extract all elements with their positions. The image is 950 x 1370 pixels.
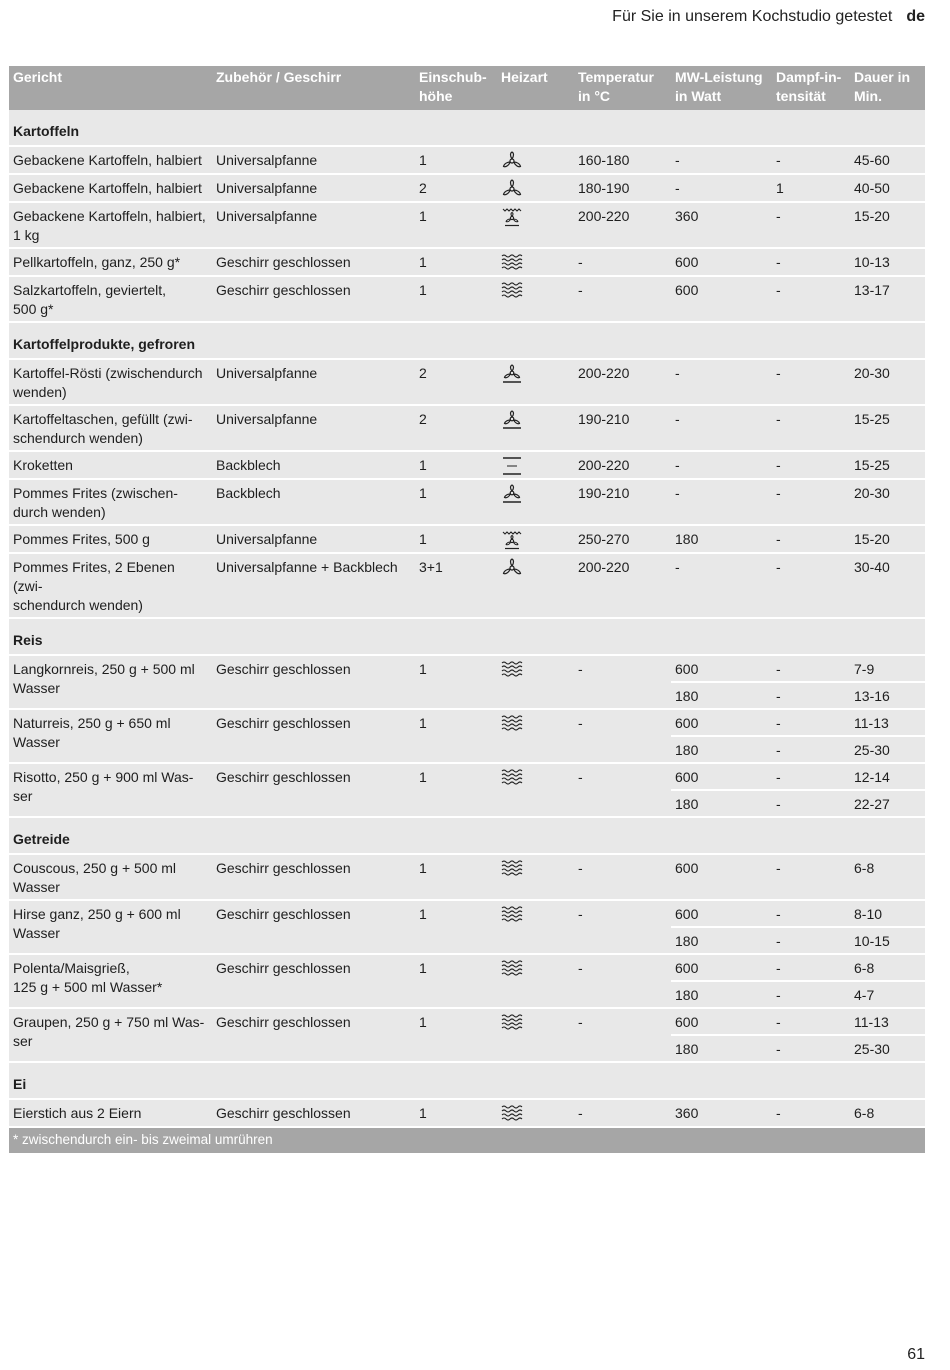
heating-cell — [497, 954, 574, 1008]
dish-cell: Gebackene Kartoffeln, halbiert, 1 kg — [9, 202, 212, 248]
mw-power-cell: - — [671, 479, 772, 525]
dish-cell: Risotto, 250 g + 900 ml Was- ser — [9, 763, 212, 817]
accessory-cell: Geschirr geschlossen — [212, 954, 415, 1008]
temperature-cell: 200-220 — [574, 451, 671, 479]
steam-cell: - — [772, 202, 850, 248]
accessory-cell: Geschirr geschlossen — [212, 1099, 415, 1127]
accessory-cell: Geschirr geschlossen — [212, 900, 415, 954]
table-row — [9, 709, 925, 736]
table-row — [9, 405, 925, 451]
heating-cell — [497, 276, 574, 322]
hot-air-icon — [501, 179, 570, 199]
table-row — [9, 954, 925, 981]
accessory-cell: Geschirr geschlossen — [212, 655, 415, 709]
level-cell: 1 — [415, 1099, 497, 1127]
duration-cell: 11-13 — [850, 1008, 925, 1035]
heating-cell — [497, 553, 574, 618]
dish-cell: Hirse ganz, 250 g + 600 ml Wasser — [9, 900, 212, 954]
dish-cell: Kartoffeltaschen, gefüllt (zwi- schendurch wenden) — [9, 405, 212, 451]
level-cell: 2 — [415, 405, 497, 451]
heating-cell — [497, 451, 574, 479]
header-title: Für Sie in unserem Kochstudio getestet — [612, 8, 893, 25]
mw-power-cell: 600 — [671, 276, 772, 322]
accessory-cell: Universalpfanne — [212, 202, 415, 248]
duration-cell: 6-8 — [850, 854, 925, 900]
temperature-cell: 250-270 — [574, 525, 671, 553]
table-row — [9, 146, 925, 174]
heating-cell — [497, 763, 574, 817]
steam-cell: 1 — [772, 174, 850, 202]
dish-cell: Eierstich aus 2 Eiern — [9, 1099, 212, 1127]
heating-cell — [497, 709, 574, 763]
accessory-cell: Universalpfanne — [212, 146, 415, 174]
steam-cell: - — [772, 248, 850, 276]
accessory-cell: Geschirr geschlossen — [212, 1008, 415, 1062]
level-cell: 1 — [415, 900, 497, 954]
grill-fan-icon — [501, 207, 570, 227]
level-cell: 1 — [415, 709, 497, 763]
language-tag: de — [906, 8, 925, 25]
duration-cell: 4-7 — [850, 981, 925, 1008]
mw-power-cell: 600 — [671, 900, 772, 927]
mw-power-cell: 600 — [671, 1008, 772, 1035]
accessory-cell: Universalpfanne — [212, 405, 415, 451]
col-dish-header: Gericht — [9, 66, 212, 110]
accessory-cell: Universalpfanne — [212, 174, 415, 202]
level-cell: 1 — [415, 954, 497, 1008]
steam-cell: - — [772, 525, 850, 553]
temperature-cell: 160-180 — [574, 146, 671, 174]
duration-cell: 11-13 — [850, 709, 925, 736]
accessory-cell: Universalpfanne — [212, 359, 415, 405]
mw-power-cell: 600 — [671, 655, 772, 682]
heating-cell — [497, 854, 574, 900]
steam-cell: - — [772, 981, 850, 1008]
mw-power-cell: 180 — [671, 981, 772, 1008]
category-title: Getreide — [9, 817, 925, 854]
table-row — [9, 763, 925, 790]
duration-cell: 20-30 — [850, 479, 925, 525]
table-header-row — [9, 66, 925, 110]
accessory-cell: Backblech — [212, 479, 415, 525]
category-row — [9, 1062, 925, 1099]
duration-cell: 30-40 — [850, 553, 925, 618]
steam-cell: - — [772, 146, 850, 174]
mw-power-cell: 180 — [671, 525, 772, 553]
microwave-icon — [501, 1104, 570, 1124]
mw-power-cell: 180 — [671, 736, 772, 763]
level-cell: 1 — [415, 1008, 497, 1062]
dish-cell: Graupen, 250 g + 750 ml Was- ser — [9, 1008, 212, 1062]
category-title: Kartoffeln — [9, 110, 925, 146]
accessory-cell: Geschirr geschlossen — [212, 248, 415, 276]
table-row — [9, 479, 925, 525]
heating-cell — [497, 202, 574, 248]
dish-cell: Langkornreis, 250 g + 500 ml Wasser — [9, 655, 212, 709]
steam-cell: - — [772, 954, 850, 981]
level-cell: 1 — [415, 655, 497, 709]
steam-cell: - — [772, 763, 850, 790]
heating-cell — [497, 174, 574, 202]
steam-cell: - — [772, 854, 850, 900]
mw-power-cell: - — [671, 174, 772, 202]
col-level-header: Einschub- höhe — [415, 66, 497, 110]
mw-power-cell: - — [671, 553, 772, 618]
level-cell: 2 — [415, 174, 497, 202]
steam-cell: - — [772, 1099, 850, 1127]
dish-cell: Couscous, 250 g + 500 ml Wasser — [9, 854, 212, 900]
mw-power-cell: 600 — [671, 248, 772, 276]
page-number: 61 — [907, 1346, 925, 1363]
dish-cell: Gebackene Kartoffeln, halbiert — [9, 174, 212, 202]
mw-power-cell: - — [671, 451, 772, 479]
dish-cell: Pellkartoffeln, ganz, 250 g* — [9, 248, 212, 276]
level-cell: 1 — [415, 525, 497, 553]
table-row — [9, 276, 925, 322]
heating-cell — [497, 146, 574, 174]
duration-cell: 13-17 — [850, 276, 925, 322]
accessory-cell: Geschirr geschlossen — [212, 763, 415, 817]
duration-cell: 40-50 — [850, 174, 925, 202]
level-cell: 1 — [415, 854, 497, 900]
heating-cell — [497, 900, 574, 954]
accessory-cell: Backblech — [212, 451, 415, 479]
duration-cell: 12-14 — [850, 763, 925, 790]
steam-cell: - — [772, 359, 850, 405]
category-row — [9, 322, 925, 359]
temperature-cell: - — [574, 763, 671, 817]
dish-cell: Pommes Frites, 500 g — [9, 525, 212, 553]
mw-power-cell: - — [671, 359, 772, 405]
steam-cell: - — [772, 736, 850, 763]
temperature-cell: - — [574, 954, 671, 1008]
heating-cell — [497, 525, 574, 553]
dish-cell: Kartoffel-Rösti (zwischendurch wenden) — [9, 359, 212, 405]
heating-cell — [497, 479, 574, 525]
pizza-fan-icon — [501, 484, 570, 504]
mw-power-cell: 180 — [671, 927, 772, 954]
temperature-cell: - — [574, 276, 671, 322]
dish-cell: Pommes Frites, 2 Ebenen (zwi- schendurch wenden) — [9, 553, 212, 618]
heating-cell — [497, 405, 574, 451]
duration-cell: 25-30 — [850, 1035, 925, 1062]
mw-power-cell: 600 — [671, 954, 772, 981]
dish-cell: Kroketten — [9, 451, 212, 479]
heating-cell — [497, 1008, 574, 1062]
heating-cell — [497, 359, 574, 405]
mw-power-cell: - — [671, 405, 772, 451]
microwave-icon — [501, 253, 570, 273]
temperature-cell: - — [574, 1099, 671, 1127]
table-row — [9, 854, 925, 900]
accessory-cell: Universalpfanne + Backblech — [212, 553, 415, 618]
table-row — [9, 655, 925, 682]
footnote-row — [9, 1127, 925, 1153]
steam-cell: - — [772, 553, 850, 618]
duration-cell: 22-27 — [850, 790, 925, 817]
category-title: Kartoffelprodukte, gefroren — [9, 322, 925, 359]
dish-cell: Polenta/Maisgrieß, 125 g + 500 ml Wasser* — [9, 954, 212, 1008]
heating-cell — [497, 248, 574, 276]
category-title: Reis — [9, 618, 925, 655]
col-mw-power-header: MW-Leistung in Watt — [671, 66, 772, 110]
steam-cell: - — [772, 405, 850, 451]
duration-cell: 10-13 — [850, 248, 925, 276]
microwave-icon — [501, 281, 570, 301]
microwave-icon — [501, 660, 570, 680]
accessory-cell: Geschirr geschlossen — [212, 709, 415, 763]
accessory-cell: Geschirr geschlossen — [212, 276, 415, 322]
mw-power-cell: 600 — [671, 854, 772, 900]
temperature-cell: 190-210 — [574, 479, 671, 525]
temperature-cell: - — [574, 248, 671, 276]
dish-cell: Pommes Frites (zwischen- durch wenden) — [9, 479, 212, 525]
temperature-cell: - — [574, 1008, 671, 1062]
duration-cell: 7-9 — [850, 655, 925, 682]
category-title: Ei — [9, 1062, 925, 1099]
steam-cell: - — [772, 276, 850, 322]
duration-cell: 25-30 — [850, 736, 925, 763]
dish-cell: Gebackene Kartoffeln, halbiert — [9, 146, 212, 174]
temperature-cell: 180-190 — [574, 174, 671, 202]
duration-cell: 10-15 — [850, 927, 925, 954]
hot-air-icon — [501, 151, 570, 171]
mw-power-cell: 360 — [671, 1099, 772, 1127]
microwave-icon — [501, 1013, 570, 1033]
level-cell: 3+1 — [415, 553, 497, 618]
table-row — [9, 900, 925, 927]
page-header — [612, 8, 925, 26]
steam-cell: - — [772, 1035, 850, 1062]
hot-air-icon — [501, 558, 570, 578]
table-row — [9, 202, 925, 248]
accessory-cell: Geschirr geschlossen — [212, 854, 415, 900]
mw-power-cell: 600 — [671, 709, 772, 736]
duration-cell: 20-30 — [850, 359, 925, 405]
category-row — [9, 817, 925, 854]
level-cell: 2 — [415, 359, 497, 405]
table-row — [9, 525, 925, 553]
col-accessory-header: Zubehör / Geschirr — [212, 66, 415, 110]
col-heating-header: Heizart — [497, 66, 574, 110]
temperature-cell: - — [574, 854, 671, 900]
level-cell: 1 — [415, 202, 497, 248]
col-duration-header: Dauer in Min. — [850, 66, 925, 110]
duration-cell: 15-20 — [850, 202, 925, 248]
temperature-cell: - — [574, 655, 671, 709]
table-row — [9, 359, 925, 405]
col-steam-header: Dampf-in- tensität — [772, 66, 850, 110]
duration-cell: 13-16 — [850, 682, 925, 709]
steam-cell: - — [772, 709, 850, 736]
mw-power-cell: 180 — [671, 682, 772, 709]
heating-cell — [497, 655, 574, 709]
steam-cell: - — [772, 1008, 850, 1035]
table-row — [9, 1008, 925, 1035]
duration-cell: 15-25 — [850, 405, 925, 451]
table-row — [9, 248, 925, 276]
heating-cell — [497, 1099, 574, 1127]
pizza-fan-icon — [501, 364, 570, 384]
duration-cell: 6-8 — [850, 954, 925, 981]
grill-fan-icon — [501, 530, 570, 550]
microwave-icon — [501, 905, 570, 925]
microwave-icon — [501, 768, 570, 788]
temperature-cell: 190-210 — [574, 405, 671, 451]
level-cell: 1 — [415, 451, 497, 479]
steam-cell: - — [772, 790, 850, 817]
duration-cell: 15-20 — [850, 525, 925, 553]
steam-cell: - — [772, 900, 850, 927]
steam-cell: - — [772, 682, 850, 709]
level-cell: 1 — [415, 146, 497, 174]
duration-cell: 15-25 — [850, 451, 925, 479]
top-bottom-heat-icon — [501, 456, 570, 476]
col-temperature-header: Temperatur in °C — [574, 66, 671, 110]
steam-cell: - — [772, 655, 850, 682]
mw-power-cell: 180 — [671, 1035, 772, 1062]
table-row — [9, 1099, 925, 1127]
steam-cell: - — [772, 479, 850, 525]
dish-cell: Naturreis, 250 g + 650 ml Wasser — [9, 709, 212, 763]
temperature-cell: - — [574, 900, 671, 954]
duration-cell: 8-10 — [850, 900, 925, 927]
pizza-fan-icon — [501, 410, 570, 430]
footnote: * zwischendurch ein- bis zweimal umrühren — [9, 1127, 925, 1153]
accessory-cell: Universalpfanne — [212, 525, 415, 553]
mw-power-cell: 600 — [671, 763, 772, 790]
table-row — [9, 174, 925, 202]
level-cell: 1 — [415, 248, 497, 276]
steam-cell: - — [772, 927, 850, 954]
cooking-table — [9, 66, 925, 1153]
microwave-icon — [501, 959, 570, 979]
duration-cell: 6-8 — [850, 1099, 925, 1127]
temperature-cell: 200-220 — [574, 553, 671, 618]
table-row — [9, 553, 925, 618]
microwave-icon — [501, 859, 570, 879]
mw-power-cell: 360 — [671, 202, 772, 248]
dish-cell: Salzkartoffeln, geviertelt, 500 g* — [9, 276, 212, 322]
steam-cell: - — [772, 451, 850, 479]
level-cell: 1 — [415, 479, 497, 525]
level-cell: 1 — [415, 763, 497, 817]
microwave-icon — [501, 714, 570, 734]
duration-cell: 45-60 — [850, 146, 925, 174]
table-row — [9, 451, 925, 479]
temperature-cell: - — [574, 709, 671, 763]
temperature-cell: 200-220 — [574, 359, 671, 405]
level-cell: 1 — [415, 276, 497, 322]
category-row — [9, 110, 925, 146]
mw-power-cell: 180 — [671, 790, 772, 817]
category-row — [9, 618, 925, 655]
temperature-cell: 200-220 — [574, 202, 671, 248]
mw-power-cell: - — [671, 146, 772, 174]
